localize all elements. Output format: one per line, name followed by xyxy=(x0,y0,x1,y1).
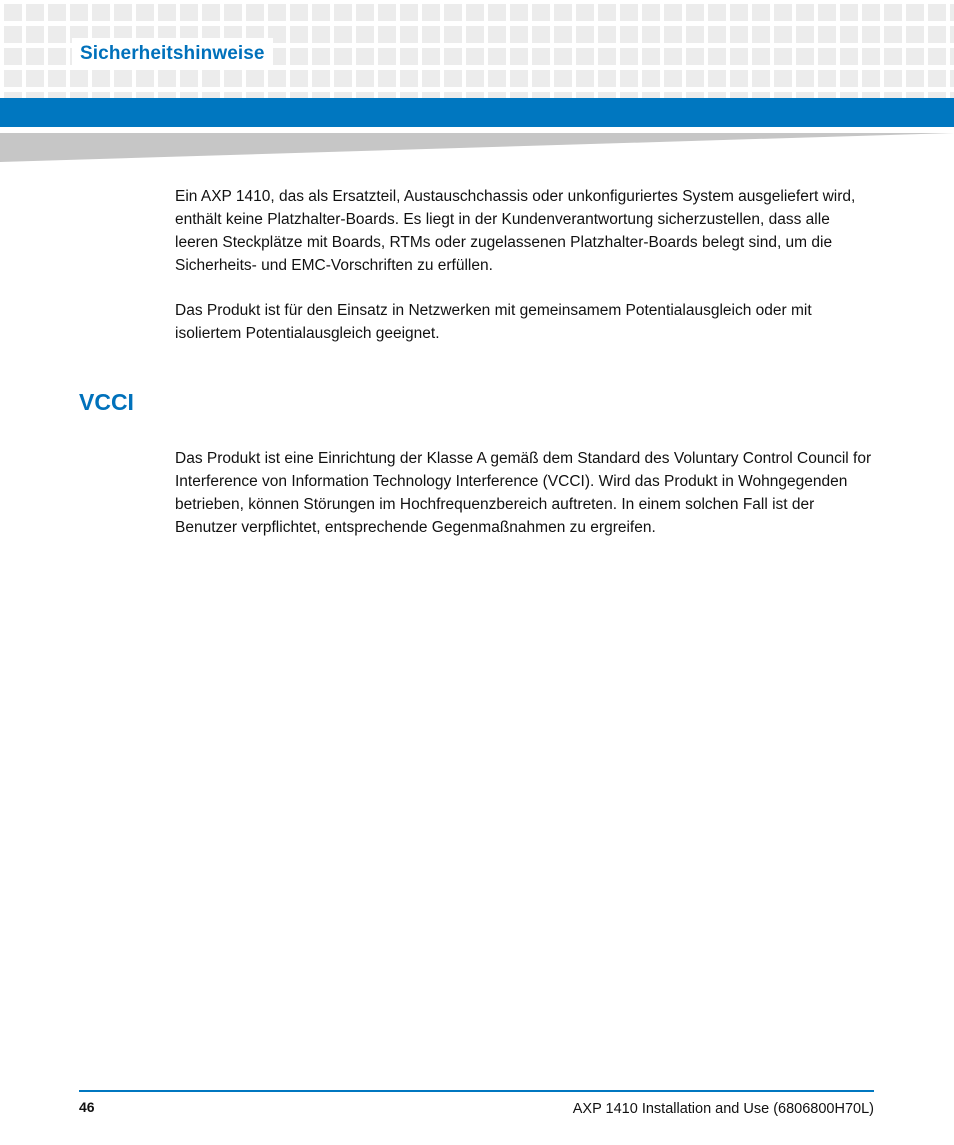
heading-vcci: VCCI xyxy=(79,389,134,415)
section-title: Sicherheitshinweise xyxy=(72,38,273,70)
header-grey-wedge xyxy=(0,133,954,162)
page-number: 46 xyxy=(79,1099,95,1115)
paragraph-potential-equalization: Das Produkt ist für den Einsatz in Netzwerken mit gemeinsamem Potentialausgleich oder mit isoliertem Potentialausgleich geeignet. xyxy=(175,302,812,342)
header-blue-bar xyxy=(0,98,954,127)
footer-rule xyxy=(79,1090,874,1092)
paragraph-vcci: Das Produkt ist eine Einrichtung der Klasse A gemäß dem Standard des Voluntary Control Council for Interference von Information Technology Interference (VCCI). Wird das Produkt in Wohngegenden betrieben, können Störungen im Hochfrequenzbereich auftreten. In einem solchen Fall ist der Benutzer verpflichtet, entsprechende Gegenmaßnahmen zu ergreifen. xyxy=(175,450,872,536)
footer-document-title: AXP 1410 Installation and Use (6806800H70L) xyxy=(572,1101,874,1117)
paragraph-replacement-parts: Ein AXP 1410, das als Ersatzteil, Austauschchassis oder unkonfiguriertes System ausgeliefert wird, enthält keine Platzhalter-Boards. Es liegt in der Kundenverantwortung sicherzustellen, dass alle leeren Steckplätze mit Boards, RTMs oder zugelassenen Platzhalter-Boards belegt sind, um die Sicherheits- und EMC-Vorschriften zu erfüllen. xyxy=(175,188,856,274)
